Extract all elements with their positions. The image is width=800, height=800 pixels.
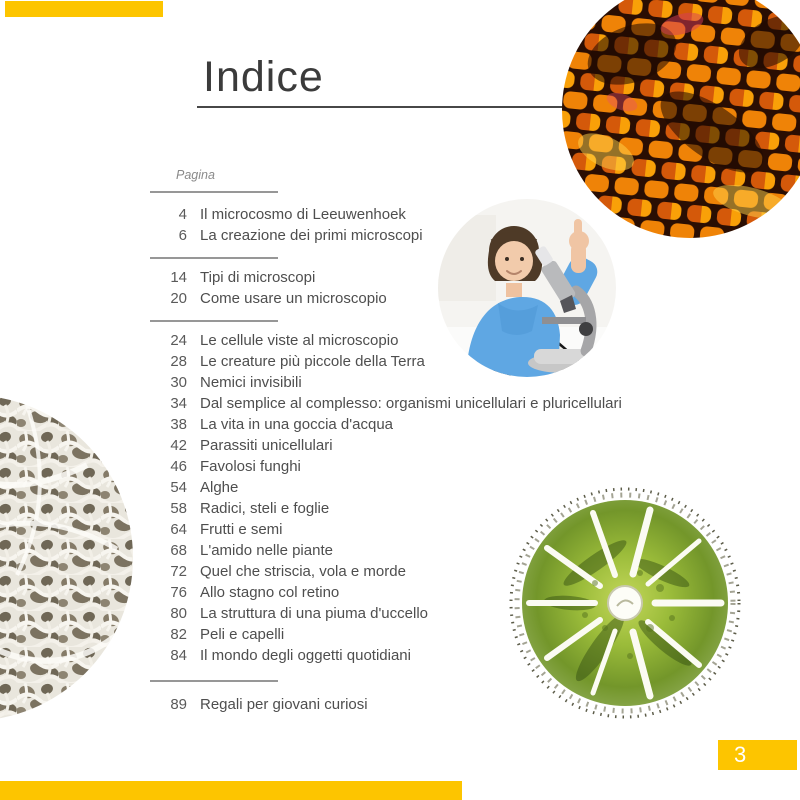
toc-entry: [150, 204, 670, 225]
toc-entry-page-number: 46: [170, 458, 187, 475]
toc-entry-title: Frutti e semi: [200, 521, 283, 538]
section-divider: [150, 320, 278, 322]
girl-with-microscope-photo: [438, 199, 616, 377]
toc-entry-title: Come usare un microscopio: [200, 290, 387, 307]
toc-entry-page-number: 42: [170, 437, 187, 454]
butterfly-wing-scales-photo: [562, 0, 800, 238]
toc-entry: [150, 393, 670, 414]
green-alga-photo: [500, 478, 750, 728]
toc-entry: [150, 435, 670, 456]
toc-entry-page-number: 72: [170, 563, 187, 580]
sponge-texture-illustration: [0, 395, 133, 721]
toc-entry-page-number: 20: [170, 290, 187, 307]
toc-entry-page-number: 54: [170, 479, 187, 496]
toc-entry-title: La creazione dei primi microscopi: [200, 227, 423, 244]
toc-entry-title: Quel che striscia, vola e morde: [200, 563, 406, 580]
toc-entry-page-number: 82: [170, 626, 187, 643]
toc-entry-page-number: 14: [170, 269, 187, 286]
toc-entry-page-number: 28: [170, 353, 187, 370]
toc-entry-title: Il mondo degli oggetti quotidiani: [200, 647, 411, 664]
girl-with-microscope-illustration: [438, 199, 616, 377]
toc-entry-page-number: 24: [170, 332, 187, 349]
toc-entry-title: Il microcosmo di Leeuwenhoek: [200, 206, 406, 223]
top-accent-bar: [5, 1, 163, 17]
title-underline: [197, 106, 566, 108]
toc-entry-page-number: 84: [170, 647, 187, 664]
toc-entry-title: Le cellule viste al microscopio: [200, 332, 399, 349]
toc-entry-title: Dal semplice al complesso: organismi unicellulari e pluricellulari: [200, 395, 622, 412]
toc-entry-title: La struttura di una piuma d'uccello: [200, 605, 428, 622]
toc-entry-title: Regali per giovani curiosi: [200, 696, 368, 713]
page-title: Indice: [203, 53, 324, 101]
toc-entry-page-number: 64: [170, 521, 187, 538]
toc-entry-page-number: 34: [170, 395, 187, 412]
section-divider: [150, 191, 278, 193]
toc-entry-title: Favolosi funghi: [200, 458, 301, 475]
toc-entry: [150, 456, 670, 477]
toc-entry-title: Peli e capelli: [200, 626, 285, 643]
toc-entry-title: L'amido nelle piante: [200, 542, 333, 559]
toc-entry-page-number: 89: [170, 696, 187, 713]
sponge-texture-photo: [0, 395, 133, 721]
toc-entry-page-number: 6: [178, 227, 187, 244]
toc-entry-title: Tipi di microscopi: [200, 269, 316, 286]
toc-entry: [150, 372, 670, 393]
toc-entry: [150, 351, 670, 372]
toc-entry-title: Le creature più piccole della Terra: [200, 353, 425, 370]
toc-entry-page-number: 76: [170, 584, 187, 601]
toc-entry-page-number: 38: [170, 416, 187, 433]
toc-entry-page-number: 68: [170, 542, 187, 559]
toc-entry-title: Alghe: [200, 479, 239, 496]
toc-entry-page-number: 4: [178, 206, 187, 223]
toc-entry-page-number: 58: [170, 500, 187, 517]
green-alga-illustration: [500, 478, 750, 728]
toc-entry-title: Nemici invisibili: [200, 374, 302, 391]
page-column-header: Pagina: [176, 168, 215, 182]
toc-entry-page-number: 30: [170, 374, 187, 391]
section-divider: [150, 257, 278, 259]
butterfly-wing-scales-illustration: [562, 0, 800, 238]
toc-entry-title: Parassiti unicellulari: [200, 437, 333, 454]
toc-entry-title: Allo stagno col retino: [200, 584, 340, 601]
page-number-badge: 3: [718, 740, 797, 770]
toc-entry-title: La vita in una goccia d'acqua: [200, 416, 394, 433]
bottom-accent-bar: [0, 781, 462, 800]
toc-entry-title: Radici, steli e foglie: [200, 500, 330, 517]
toc-entry-page-number: 80: [170, 605, 187, 622]
section-divider: [150, 680, 278, 682]
toc-entry: [150, 414, 670, 435]
